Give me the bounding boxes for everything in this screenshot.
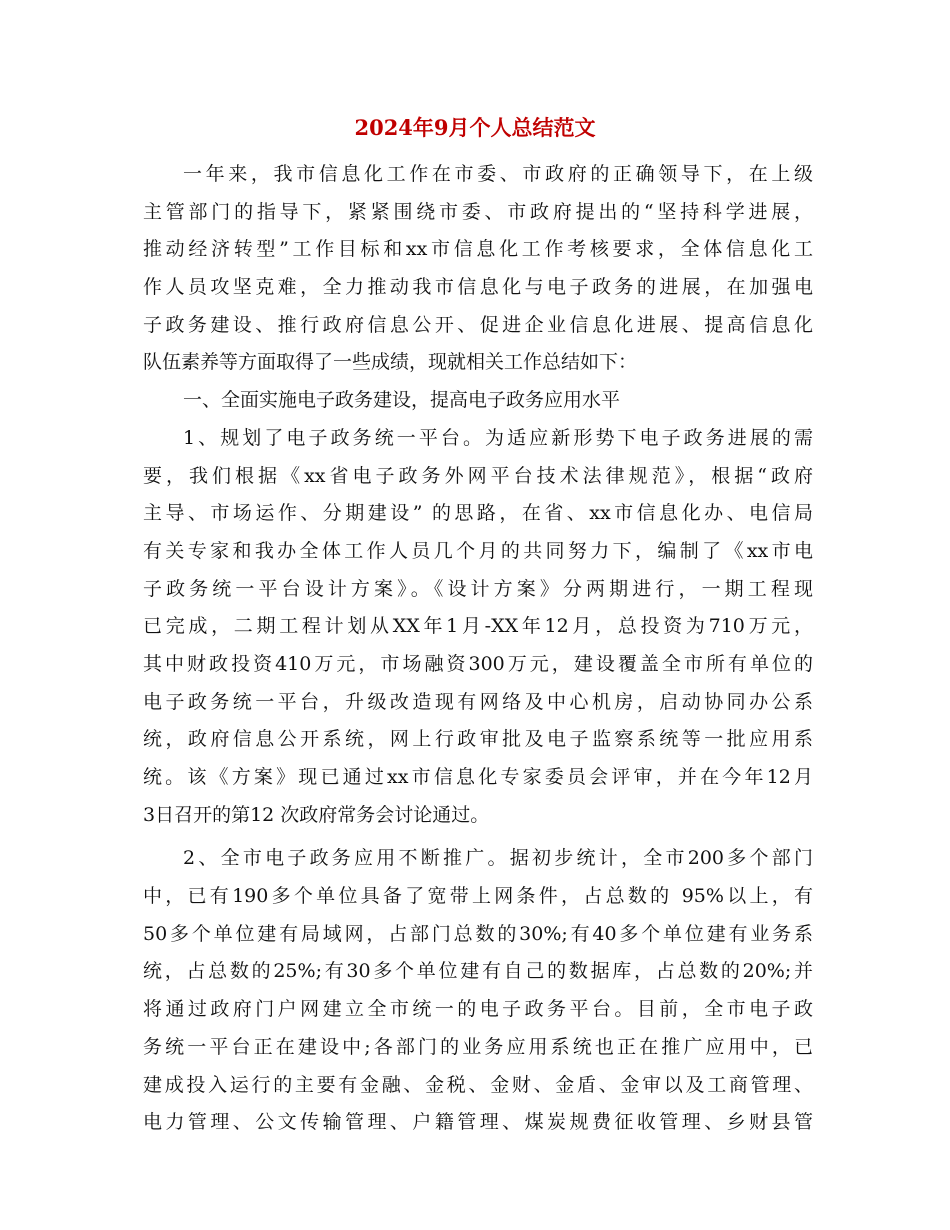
text-line: 有关专家和我办全体工作人员几个月的共同努力下，编制了《xx市电 [143,539,813,562]
text-line: 作人员攻坚克难，全力推动我市信息化与电子政务的进展，在加强电 [143,276,813,299]
text-line: 统，政府信息公开系统，网上行政审批及电子监察系统等一批应用系 [143,728,813,751]
text-line: 队伍素养等方面取得了一些成绩，现就相关工作总结如下： [143,351,638,374]
text-line: 子政务统一平台设计方案》。《设计方案》分两期进行，一期工程现 [143,577,813,600]
text-line: 电力管理、公文传输管理、户籍管理、煤炭规费征收管理、乡财县管 [143,1111,813,1134]
text-line: 其中财政投资410万元，市场融资300万元，建设覆盖全市所有单位的 [143,652,813,675]
paragraph [143,420,813,835]
text-line: 2、全市电子政务应用不断推广。据初步统计，全市200多个部门 [183,847,813,870]
text-line: 3日召开的第12 次政府常务会讨论通过。 [143,803,490,826]
text-line: 统，占总数的25%;有30多个单位建有自己的数据库，占总数的20%;并 [143,960,813,983]
text-line: 要，我们根据《xx省电子政务外网平台技术法律规范》，根据“政府 [143,464,813,487]
text-line: 1、规划了电子政务统一平台。为适应新形势下电子政务进展的需 [183,426,813,449]
document-body [143,156,813,1142]
text-line: 一、全面实施电子政务建设，提高电子政务应用水平 [183,389,621,412]
text-line: 一年来，我市信息化工作在市委、市政府的正确领导下，在上级 [183,163,813,185]
text-line: 子政务建设、推行政府信息公开、促进企业信息化进展、提高信息化 [143,313,813,336]
text-line: 统。该《方案》现已通过xx市信息化专家委员会评审，并在今年12月 [143,766,813,788]
text-line: 已完成，二期工程计划从XX年1月-XX年12月，总投资为710万元， [143,615,813,638]
paragraph [143,840,813,1142]
text-line: 电子政务统一平台，升级改造现有网络及中心机房，启动协同办公系 [143,690,813,713]
text-line: 建成投入运行的主要有金融、金税、金财、金盾、金审以及工商管理、 [143,1073,813,1096]
text-line: 50多个单位建有局域网，占部门总数的30%;有40多个单位建有业务系 [143,922,813,945]
text-line: 务统一平台正在建设中;各部门的业务应用系统也正在推广应用中，已 [143,1035,813,1058]
text-line: 推动经济转型”工作目标和xx市信息化工作考核要求，全体信息化工 [143,238,813,261]
document-title: 2024年9月个人总结范文 [354,115,596,140]
text-line: 主导、市场运作、分期建设” 的思路，在省、xx市信息化办、电信局 [143,502,813,525]
text-line: 主管部门的指导下，紧紧围绕市委、市政府提出的“坚持科学进展， [143,200,813,223]
text-line: 中，已有190多个单位具备了宽带上网条件，占总数的 95%以上，有 [143,885,813,908]
section-heading [143,382,813,420]
text-line: 将通过政府门户网建立全市统一的电子政务平台。目前，全市电子政 [143,998,813,1021]
paragraph [143,156,813,382]
